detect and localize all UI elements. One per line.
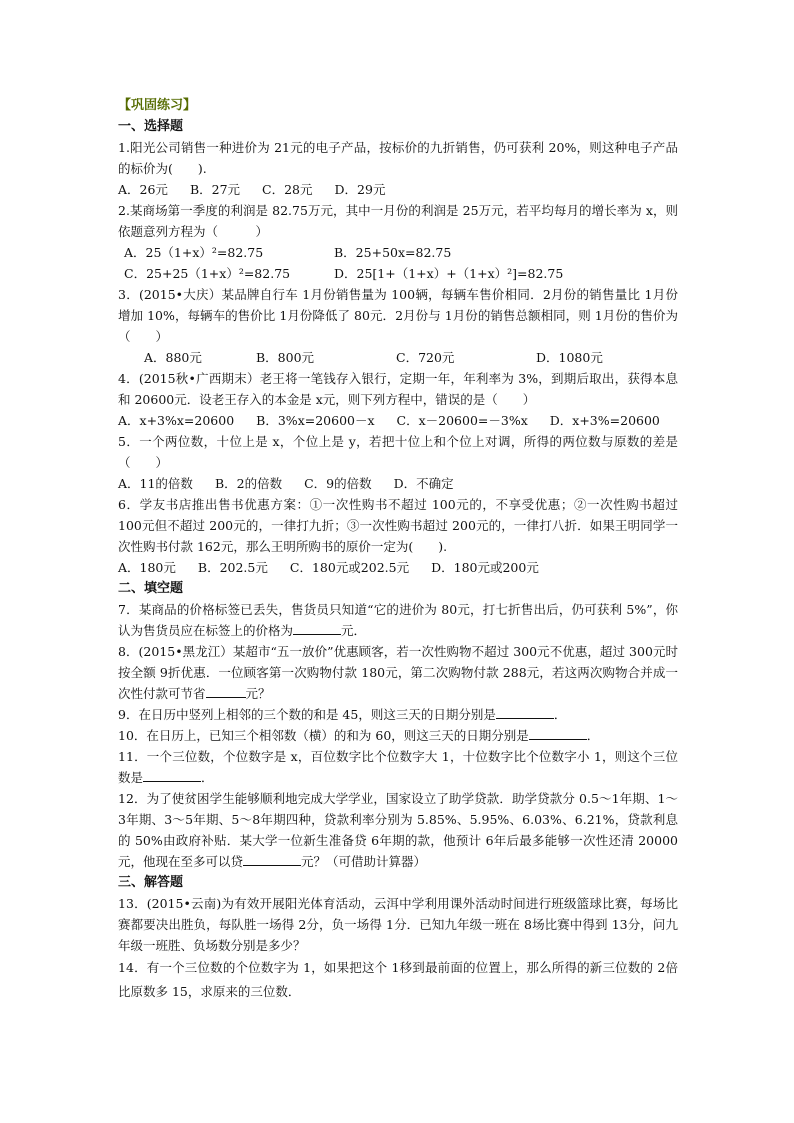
option-c: C．28元 (262, 182, 313, 197)
question-13: 13．(2015•云南)为有效开展阳光体育活动，云洱中学利用课外活动时间进行班级篮球比赛，每场比赛都要决出胜负，每队胜一场得 2分，负一场得 1分．已知九年级一班在 8场比赛中得到 13分，问九年级一班胜、负场数分别是多少？ (118, 896, 678, 953)
question-14: 14．有一个三位数的个位数字为 1，如果把这个 1移到最前面的位置上，那么所得的新三位数的 2倍比原数多 15，求原来的三位数． (118, 960, 678, 999)
question-4-options (118, 410, 678, 431)
question-12-text: 12．为了使贫困学生能够顺利地完成大学学业，国家设立了助学贷款．助学贷款分 0.5～1年期、1～3年期、3～5年期、5～8年期四种，贷款利率分别为 5.85%、5.95%、6.03%、6.21%，贷款利息的 50%由政府补贴．某大学一位新生准备贷 6年期的款，他预计 6年后最多能够一次性还清 20000元，他现在至多可以贷 (118, 791, 678, 869)
option-a: A．880元 (144, 350, 202, 365)
question-3: 3．(2015•大庆）某品牌自行车 1月份销售量为 100辆，每辆车售价相同．2月份的销售量比 1月份增加 10%，每辆车的售价比 1月份降低了 80元．2月份与 1月份的销售总额相同，则 1月份的售价为（ ） (118, 287, 678, 344)
option-d: D．29元 (334, 182, 386, 197)
question-10-tail: ． (586, 728, 600, 743)
question-6: 6．学友书店推出售书优惠方案：①一次性购书不超过 100元的，不享受优惠；②一次性购书超过 100元但不超过 200元的，一律打九折；③一次性购书超过 200元的，一律打八折．如果王明同学一次性购书付款 162元，那么王明所购书的原价一定为( ). (118, 497, 678, 554)
question-7-text: 7．某商品的价格标签已丢失，售货员只知道“它的进价为 80元，打七折售出后，仍可获利 5%”，你认为售货员应在标签上的价格为 (118, 602, 678, 638)
question-12 (118, 788, 678, 872)
option-d: D．1080元 (536, 350, 603, 365)
question-8-tail: 元？ (245, 686, 271, 701)
option-a: A．25（1+x）²=82.75 (124, 245, 264, 260)
question-9-tail: ． (553, 707, 567, 722)
answer-blank (243, 853, 301, 866)
section-choice: 一、选择题 (118, 119, 184, 134)
option-a: A．x+3%x=20600 (118, 413, 235, 428)
question-10 (118, 725, 678, 746)
question-11-text: 11．一个三位数，个位数字是 x，百位数字比个位数字大 1，十位数字比个位数字小 1，则这个三位数是 (118, 749, 678, 785)
worksheet-title: 【巩固练习】 (118, 98, 197, 113)
question-10-text: 10．在日历上，已知三个相邻数（横）的和为 60，则这三天的日期分别是 (118, 728, 529, 743)
section-fill: 二、填空题 (118, 581, 184, 596)
answer-blank (293, 622, 341, 635)
answer-blank (143, 769, 201, 782)
option-b: B．25+50x=82.75 (334, 245, 452, 260)
question-2-options (118, 242, 678, 284)
option-c: C．9的倍数 (304, 476, 372, 491)
question-6-options (118, 557, 678, 578)
option-c: C．25+25（1+x）²=82.75 (124, 266, 291, 281)
question-2: 2.某商场第一季度的利润是 82.75万元，其中一月份的利润是 25万元，若平均每月的增长率为 x，则依题意列方程为（ ） (118, 203, 678, 239)
question-9 (118, 704, 678, 725)
question-7 (118, 599, 678, 641)
question-11 (118, 746, 678, 788)
question-11-tail: ． (201, 770, 214, 785)
option-c: C．x－20600=－3%x (396, 413, 528, 428)
question-12-tail: 元？（可借助计算器） (301, 854, 427, 869)
section-solve: 三、解答题 (118, 875, 184, 890)
option-b: B．3%x=20600－x (256, 413, 375, 428)
option-d: D．180元或200元 (431, 560, 539, 575)
option-c: C．180元或202.5元 (289, 560, 410, 575)
option-b: B．27元 (189, 182, 241, 197)
option-a: A．180元 (118, 560, 176, 575)
question-7-tail: 元． (341, 623, 367, 638)
option-d: D．x+3%=20600 (549, 413, 660, 428)
answer-blank (206, 685, 246, 698)
question-1-options (118, 179, 678, 200)
question-4: 4．(2015秋•广西期末）老王将一笔钱存入银行，定期一年，年利率为 3%，到期后取出，获得本息和 20600元．设老王存入的本金是 x元，则下列方程中，错误的是（ ） (118, 371, 678, 407)
question-3-options (118, 347, 678, 368)
worksheet (118, 95, 678, 1004)
option-c: C．720元 (396, 350, 455, 365)
question-5-options (118, 473, 678, 494)
question-1: 1.阳光公司销售一种进价为 21元的电子产品，按标价的九折销售，仍可获利 20%，则这种电子产品的标价为( ). (118, 140, 678, 176)
answer-blank (496, 706, 554, 719)
option-b: B．800元 (256, 350, 315, 365)
option-d: D．不确定 (393, 476, 454, 491)
option-a: A．11的倍数 (118, 476, 193, 491)
question-8-text: 8．(2015•黑龙江）某超市“五一放价”优惠顾客，若一次性购物不超过 300元不优惠，超过 300元时按全额 9折优惠．一位顾客第一次购物付款 180元，第二次购物付款 288元，若这两次购物合并成一次性付款可节省 (118, 644, 678, 701)
question-5: 5．一个两位数，十位上是 x，个位上是 y，若把十位上和个位上对调，所得的两位数与原数的差是（ ） (118, 434, 678, 470)
answer-blank (529, 727, 587, 740)
option-d: D．25[1+（1+x）+（1+x）²]=82.75 (334, 266, 564, 281)
option-b: B．202.5元 (197, 560, 268, 575)
option-a: A．26元 (118, 182, 168, 197)
question-9-text: 9．在日历中竖列上相邻的三个数的和是 45，则这三天的日期分别是 (118, 707, 496, 722)
option-b: B．2的倍数 (214, 476, 283, 491)
question-8 (118, 641, 678, 704)
